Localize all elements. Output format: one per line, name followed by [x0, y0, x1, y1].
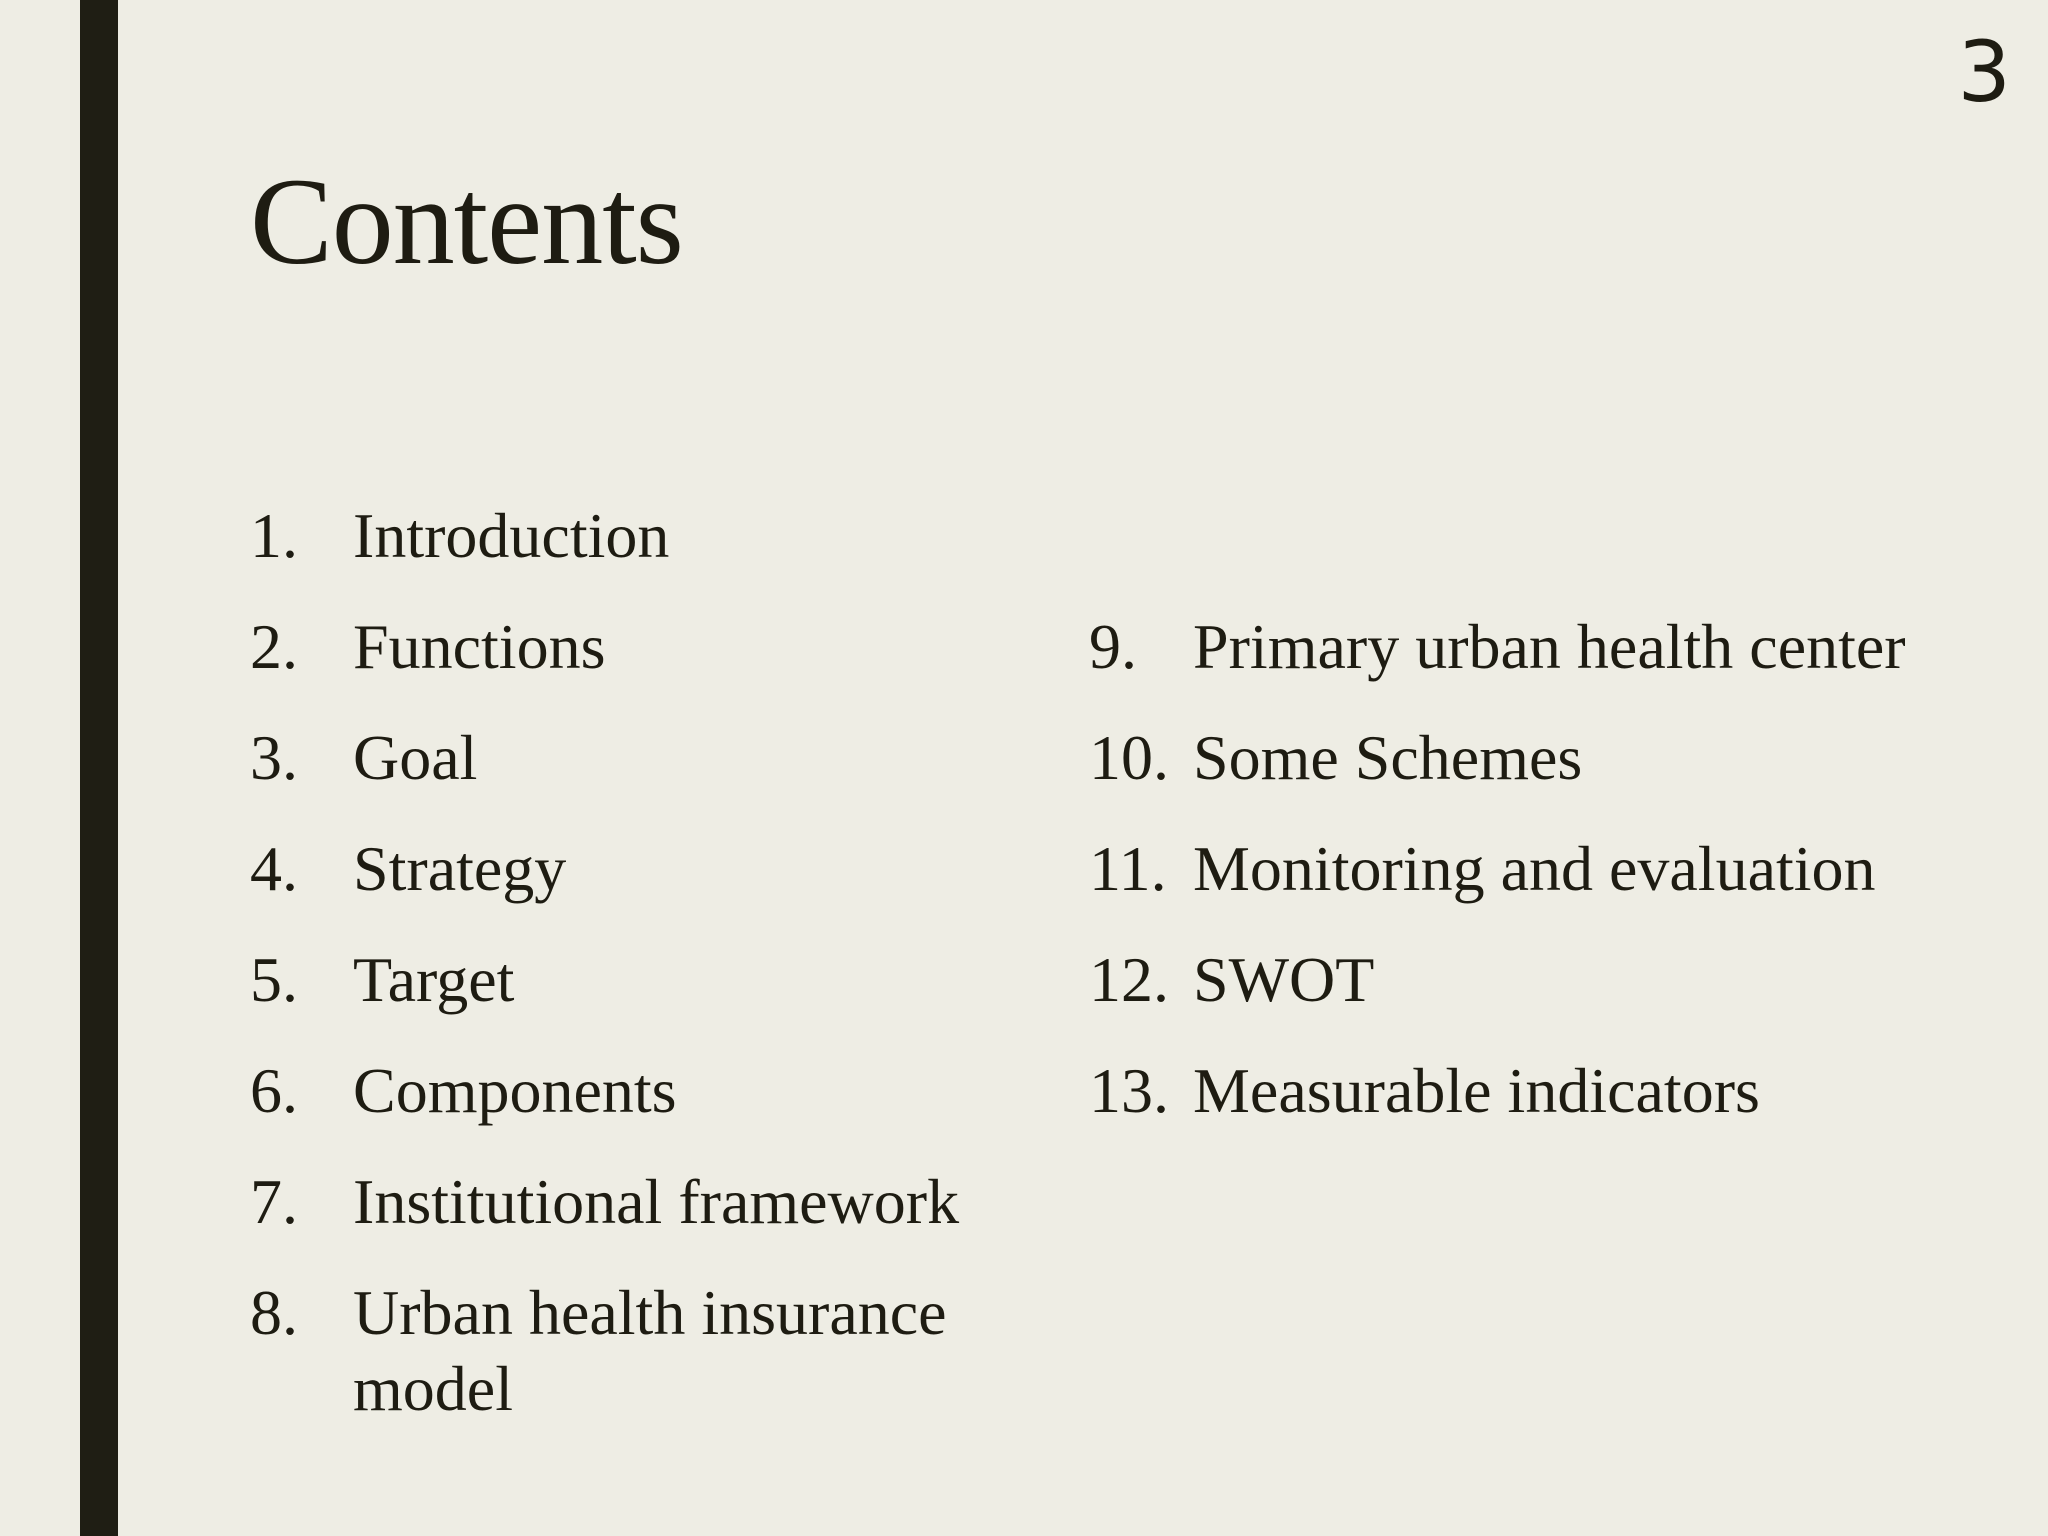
page-number: 3	[1957, 23, 2011, 121]
item-label: Target	[353, 944, 515, 1015]
list-item	[1089, 1053, 2029, 1129]
contents-list-left	[250, 498, 1030, 1462]
list-item	[250, 1164, 1030, 1240]
list-item	[250, 942, 1030, 1018]
item-number: 6.	[250, 1055, 298, 1126]
list-item	[250, 1053, 1030, 1129]
item-label: Institutional framework	[353, 1166, 960, 1237]
item-label: Introduction	[353, 500, 670, 571]
list-item	[1089, 609, 2029, 685]
item-number: 1.	[250, 500, 298, 571]
item-number: 3.	[250, 722, 298, 793]
item-label: Goal	[353, 722, 478, 793]
item-label: Some Schemes	[1193, 722, 1583, 793]
accent-bar	[80, 0, 118, 1536]
contents-list-right	[1089, 609, 2029, 1164]
item-label: Monitoring and evaluation	[1193, 833, 1876, 904]
item-label: SWOT	[1193, 944, 1375, 1015]
item-number: 9.	[1089, 611, 1137, 682]
list-item	[1089, 831, 2029, 907]
item-number: 10.	[1089, 722, 1169, 793]
item-label: Functions	[353, 611, 606, 682]
list-item	[1089, 720, 2029, 796]
item-number: 11.	[1089, 833, 1167, 904]
item-label: Components	[353, 1055, 677, 1126]
list-item	[250, 831, 1030, 907]
item-label: Measurable indicators	[1193, 1055, 1760, 1126]
list-item	[250, 609, 1030, 685]
slide-title: Contents	[250, 153, 683, 290]
item-label: Urban health insurance model	[353, 1277, 947, 1424]
list-item	[250, 720, 1030, 796]
item-label: Strategy	[353, 833, 567, 904]
item-number: 5.	[250, 944, 298, 1015]
item-number: 7.	[250, 1166, 298, 1237]
item-number: 8.	[250, 1277, 298, 1348]
item-number: 2.	[250, 611, 298, 682]
item-label: Primary urban health center	[1193, 611, 1906, 682]
item-number: 13.	[1089, 1055, 1169, 1126]
item-number: 4.	[250, 833, 298, 904]
list-item	[250, 498, 1030, 574]
list-item	[250, 1275, 1030, 1427]
list-item	[1089, 942, 2029, 1018]
item-number: 12.	[1089, 944, 1169, 1015]
